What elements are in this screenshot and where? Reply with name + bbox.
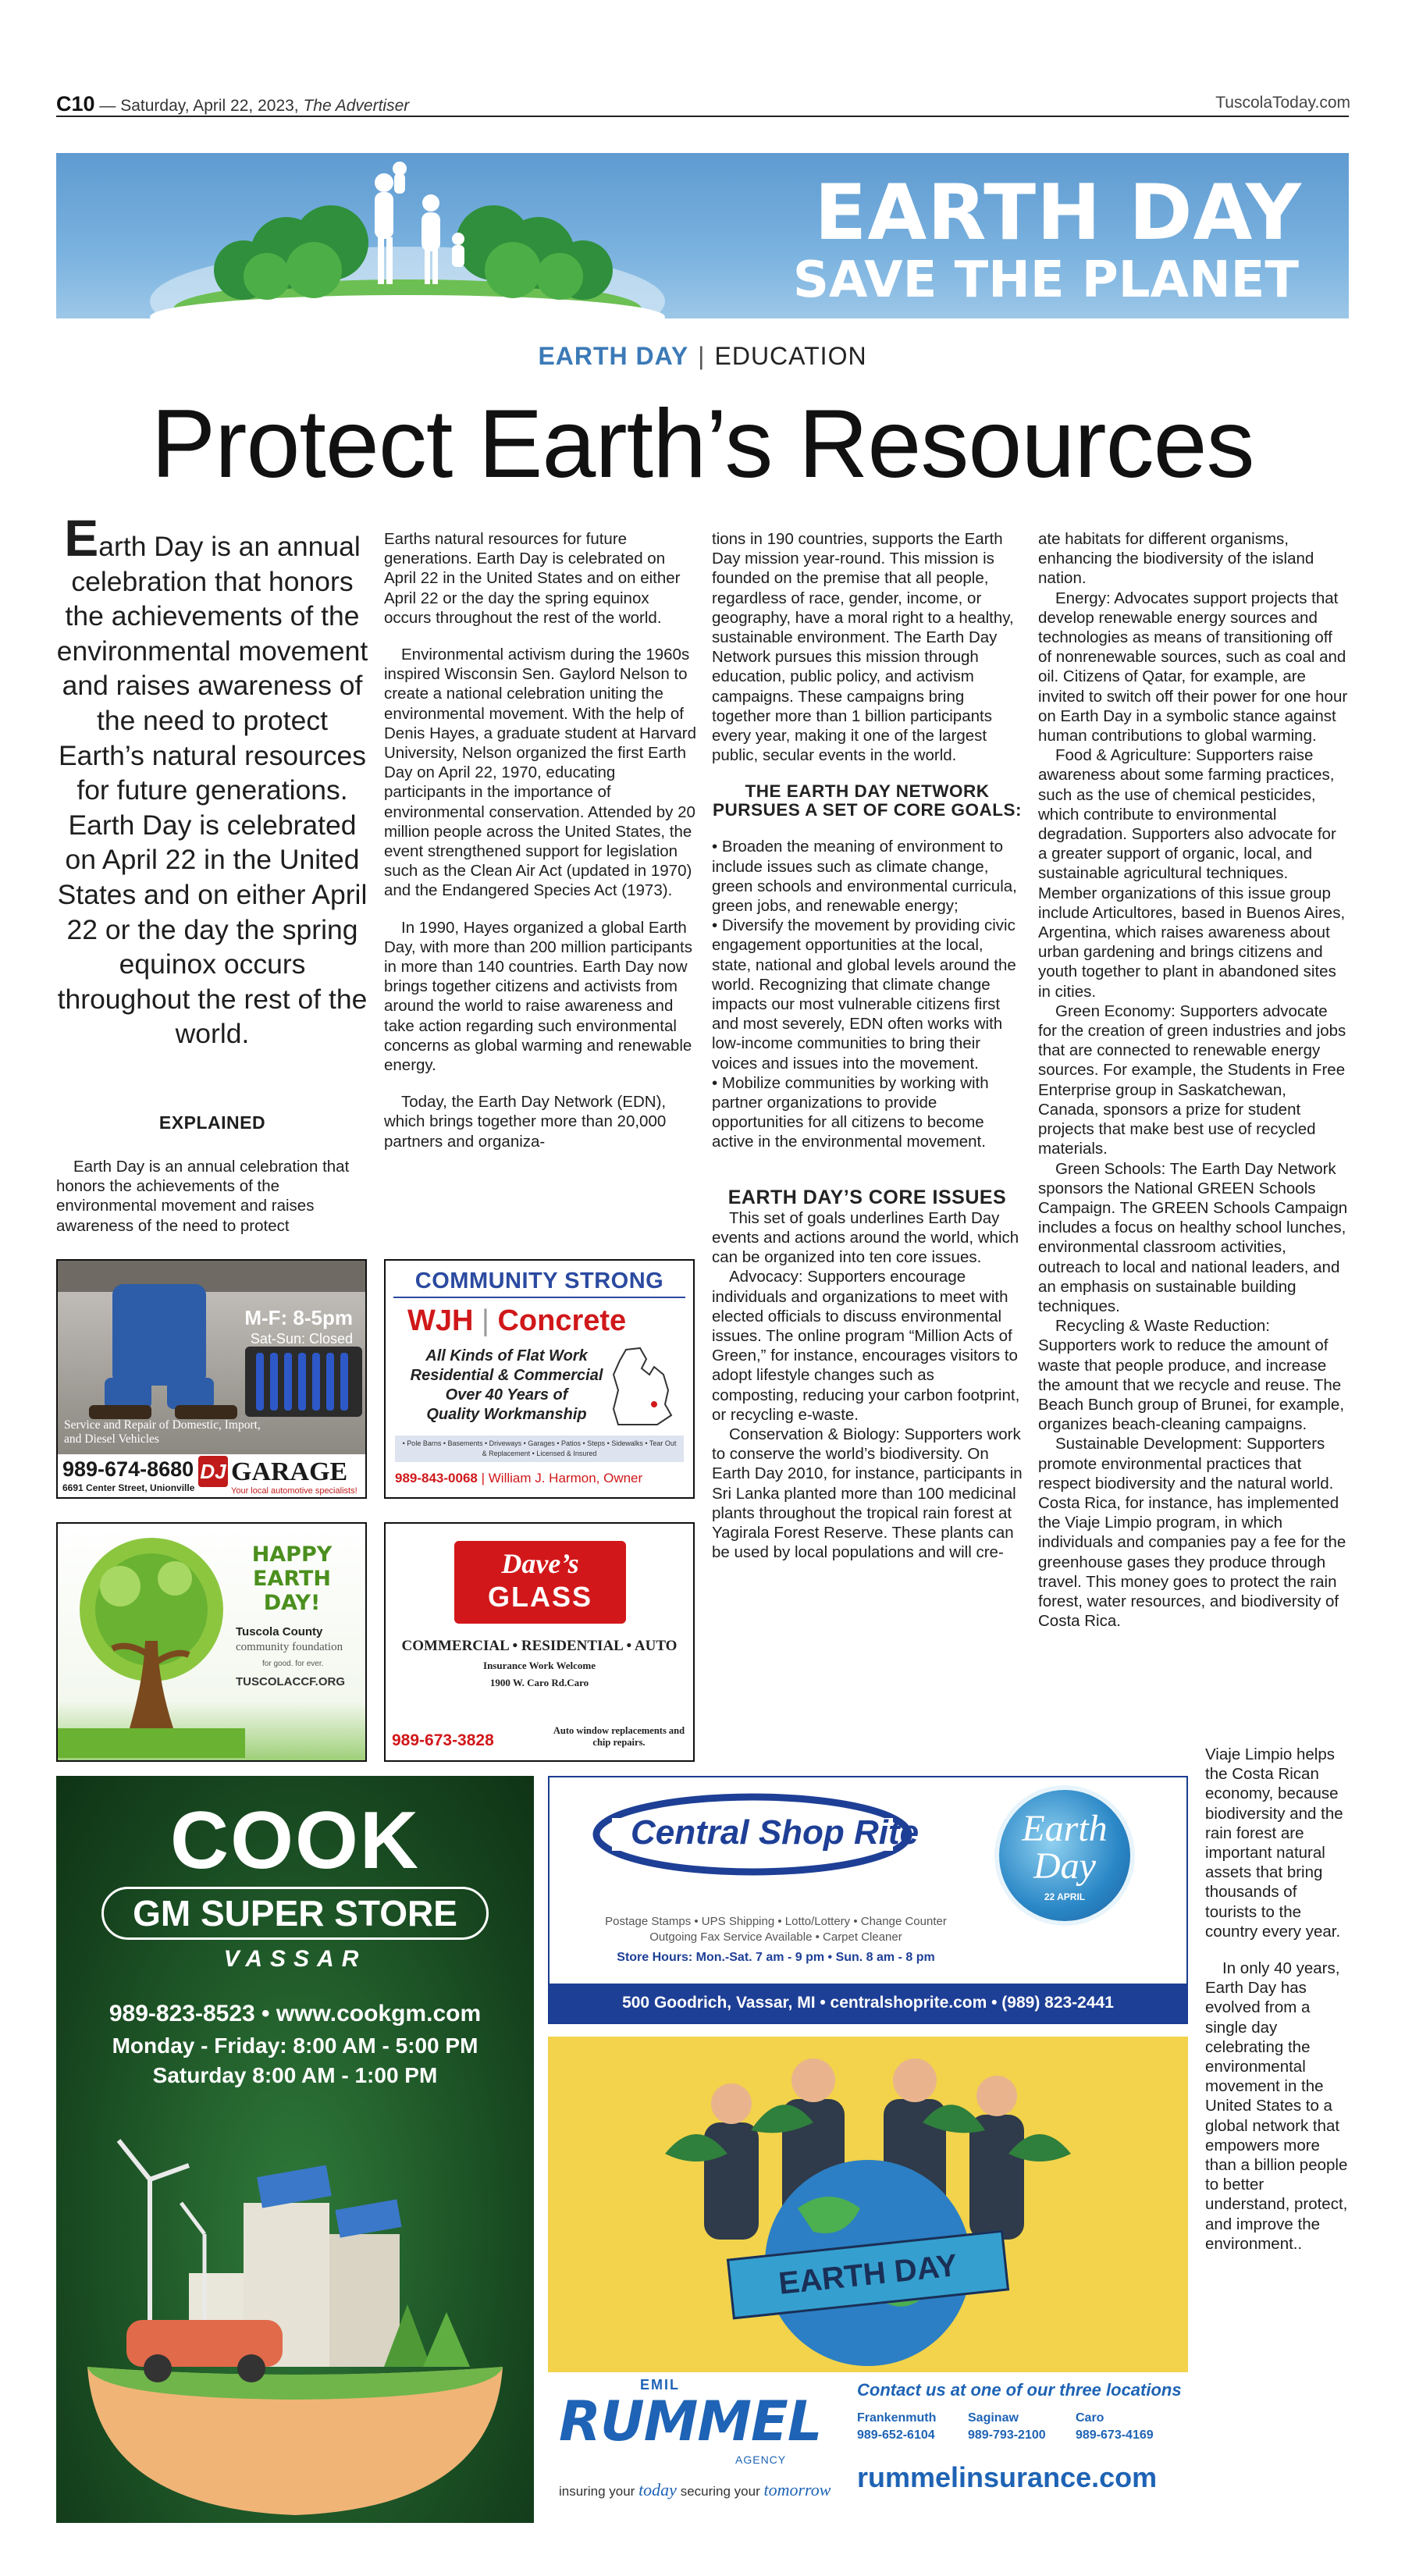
wjh-brand-initials: WJH (407, 1304, 474, 1337)
wjh-brand: WJH | Concrete (407, 1304, 627, 1337)
community-strong-heading: COMMUNITY STRONG (414, 1268, 664, 1293)
garage-tagline: Your local automotive specialists! (231, 1486, 357, 1496)
wjh-line-2: Residential & Commercial (410, 1367, 603, 1384)
tuscola-org-2: community foundation (236, 1641, 343, 1653)
drop-cap: E (64, 509, 99, 567)
rummel-location-1: Frankenmuth (857, 2411, 937, 2425)
explained-heading: EXPLAINED (158, 1112, 266, 1133)
rummel-emil: EMIL (640, 2377, 680, 2393)
daves-note: Auto window replacements and chip repairs. (553, 1725, 685, 1748)
column-2 (384, 529, 696, 1151)
site-url[interactable]: TuscolaToday.com (1215, 94, 1350, 112)
col4-paragraph-5: Green Schools: The Earth Day Network sponsors the National GREEN Schools Campaign. The GREEN Schools Campaign includes a focus on healthy school lunches, environmental classroom activities, outreach to local and national leaders, and an emphasis on sustainable building techniques. (1038, 1159, 1348, 1315)
banner-title: EARTH DAY (814, 169, 1302, 258)
kicker-section: EARTH DAY (538, 342, 689, 370)
wjh-phone: 989-843-0068 (395, 1471, 478, 1485)
green-city-illustration (56, 2117, 534, 2523)
garage-logo-text: GARAGE (231, 1457, 348, 1486)
kicker-topic: EDUCATION (714, 342, 867, 370)
col3-paragraph-1: tions in 190 countries, supports the Earth Day mission year-round. This mission is founded on the premise that all people, regardless of race, gender, income, or geography, have a moral right to a healthy, sustainable environment. The Earth Day Network pursues this mission through education, public policy, and activism campaigns. These campaigns bring together more than 1 billion participants every year, making it one of the largest public, secular events in the world. (712, 530, 1014, 765)
csr-badge-earth: Earth (1022, 1808, 1108, 1849)
garage-service-text: Service and Repair of Domestic, Import, and Diesel Vehicles (64, 1418, 261, 1446)
tuscola-org-1: Tuscola County (236, 1625, 323, 1638)
col4-paragraph-8: Viaje Limpio helps the Costa Rican economy, because biodiversity and the rain forest are important natural assets that bring thousands of tourists to the country every year. (1205, 1745, 1343, 1941)
daves-phone: 989-673-3828 (392, 1731, 494, 1749)
col2-paragraph-2: Environmental activism during the 1960s inspired Wisconsin Sen. Gaylord Nelson to create a national celebration uniting the environmental movement. With the help of Denis Hayes, a graduate student at Harvard University, Nelson organized the first Earth Day on April 22, 1970, educating participants in the importance of environmental conservation. Attended by 20 million people across the United States, the event strengthened support for legislation such as the Clean Air Act (updated in 1970) and the Endangered Species Act (1973). (384, 646, 696, 900)
article-lede (56, 509, 368, 1051)
dateline: — Saturday, April 22, 2023, (99, 97, 299, 115)
wjh-owner: | William J. Harmon, Owner (481, 1471, 643, 1485)
earth-tree-illustration (58, 1524, 245, 1758)
daves-address: 1900 W. Caro Rd.Caro (489, 1677, 589, 1688)
rummel-phone-1: 989-652-6104 (857, 2428, 935, 2442)
earth-day-badge (994, 1785, 1135, 1926)
col2-paragraph-4: Today, the Earth Day Network (EDN), which brings together more than 20,000 partners and organiza- (384, 1093, 667, 1151)
family-tree-illustration (126, 153, 688, 318)
section-kicker (0, 342, 1405, 371)
column-4 (1038, 529, 1349, 1631)
lede-text: arth Day is an annual celebration that honors the achievements of the environmental movement and raises awareness of the need to protect Earth’s natural resources for future generations. Earth Day is celebrated on April 22 in the United States and on either April 22 or the day the spring equinox occurs throughout the rest of the world. (56, 531, 368, 1050)
col4-paragraph-9: In only 40 years, Earth Day has evolved from a single day celebrating the environmental movement in the United States to a global network that empowers more than a billion people to better understand, protect, and improve the environment.. (1205, 1959, 1348, 2253)
cook-hours-weekday: Monday - Friday: 8:00 AM - 5:00 PM (112, 2033, 478, 2058)
rummel-illustration-banner: EARTH DAY (727, 2230, 1009, 2320)
cook-hours-saturday: Saturday 8:00 AM - 1:00 PM (152, 2063, 438, 2087)
page-number: C10 (56, 92, 95, 116)
col4-paragraph-1: ate habitats for different organisms, enhancing the biodiversity of the island nation. (1038, 530, 1314, 588)
garage-hours-weekend: Sat-Sun: Closed (250, 1331, 353, 1347)
csr-badge-date: 22 APRIL (1044, 1891, 1086, 1902)
csr-footer: 500 Goodrich, Vassar, MI • centralshoprite.com • (989) 823-2441 (550, 1984, 1186, 2023)
col4-paragraph-4: Green Economy: Supporters advocate for the creation of green industries and jobs that are connected to renewable energy sources. For example, the Students in Free Enterprise group in Saskatchewan, Canada, sponsors a prize for student projects that make best use of recycled materials. (1038, 1002, 1346, 1158)
goal-bullet-3: • Mobilize communities by working with partner organizations to provide opportunities for all citizens to become active in the environmental movement. (712, 1073, 989, 1151)
cook-store: GM SUPER STORE (101, 1887, 489, 1940)
col4-paragraph-2: Energy: Advocates support projects that develop renewable energy sources and technologies as means of transitioning off of nonrenewable sources, such as coal and oil. Citizens of Qatar, for example, are invited to switch off their power for one hour on Earth Day in a symbolic stance against human contributions to global warming. (1038, 589, 1348, 745)
tuscola-org-3: for good. for ever. (262, 1660, 324, 1668)
rummel-location-2: Saginaw (968, 2411, 1019, 2425)
col3-paragraph-2: This set of goals underlines Earth Day events and actions around the world, which can be organized into ten core issues. (712, 1208, 1019, 1267)
col4-paragraph-6: Recycling & Waste Reduction: Supporters work to reduce the amount of waste that people produce, and increase the amount that we recycle and reuse. The Beach Bunch group of Brunei, for example, organizes beach-cleaning campaigns. (1038, 1317, 1345, 1434)
earth-day-banner (56, 153, 1349, 318)
wjh-brand-word: Concrete (497, 1304, 627, 1337)
central-shop-rite-ad[interactable] (548, 1776, 1188, 2024)
rummel-tagline-d: tomorrow (763, 2480, 831, 2500)
rummel-tagline (559, 2480, 831, 2500)
rummel-phone-3: 989-673-4169 (1076, 2428, 1154, 2442)
wjh-line-3: Over 40 Years of (445, 1386, 568, 1404)
col4-paragraph-7: Sustainable Development: Supporters promote environmental practices that respect biodiversity and the natural world. Costa Rica, for instance, has implemented the Viaje Limpio program, in which individuals and companies pay a fee for the greenhouse gases they produce through travel. This money goes to protect the rain forest, water resources, and biodiversity of Costa Rica. (1038, 1435, 1346, 1631)
col3-paragraph-3: Advocacy: Supporters encourage individuals and organizations to meet with elected officials to discuss environmental issues. The online program “Million Acts of Green,” for instance, encourages visitors to adopt lifestyle changes such as composting, reducing your carbon footprint, or recycling e-waste. (712, 1268, 1020, 1424)
daves-glass-ad[interactable] (384, 1522, 695, 1762)
csr-badge-day: Day (1033, 1845, 1096, 1887)
rummel-location-3: Caro (1076, 2411, 1104, 2425)
tuscola-foundation-ad[interactable] (56, 1522, 367, 1762)
page-folio (56, 92, 409, 116)
rummel-url[interactable]: rummelinsurance.com (857, 2461, 1158, 2493)
rummel-agency-ad[interactable] (548, 2037, 1188, 2523)
rummel-tagline-c: securing your (680, 2484, 760, 2499)
wjh-line-1: All Kinds of Flat Work (425, 1347, 588, 1364)
article-headline: Protect Earth’s Resources (151, 390, 1254, 498)
tuscola-url[interactable]: TUSCOLACCF.ORG (236, 1675, 345, 1688)
core-issues-subhead: EARTH DAY’S CORE ISSUES (727, 1186, 1007, 1208)
rummel-name: RUMMEL (559, 2389, 822, 2453)
banner-subtitle: SAVE THE PLANET (792, 251, 1299, 309)
csr-hours: Store Hours: Mon.-Sat. 7 am - 9 pm • Sun. 8 am - 8 pm (617, 1951, 935, 1964)
col2-paragraph-3: In 1990, Hayes organized a global Earth Day, with more than 200 million participants in more than 140 countries. Earth Day now brings together citizens and activists from around the world to raise awareness and take action regarding such environmental concerns as global warming and renewable energy. (384, 918, 692, 1075)
garage-logo-mark: DJ (198, 1456, 228, 1487)
daves-logo-glass: GLASS (487, 1581, 592, 1613)
wjh-services: • Pole Barns • Basements • Driveways • Garages • Patios • Steps • Sidewalks • Tear Out & Replacement • Licensed & Insured (395, 1436, 684, 1462)
csr-services-1: Postage Stamps • UPS Shipping • Lotto/Lottery • Change Counter (605, 1915, 947, 1928)
people-holding-earth-illustration (548, 2037, 1188, 2372)
paper-name: The Advertiser (303, 97, 410, 115)
wjh-concrete-ad[interactable] (384, 1259, 695, 1499)
rummel-contact: Contact us at one of our three locations (857, 2380, 1182, 2400)
col2-paragraph-1: Earths natural resources for future generations. Earth Day is celebrated on April 22 in the United States and on either April 22 or the day the spring equinox occurs throughout the rest of the world. (384, 530, 681, 627)
wjh-line-4: Quality Workmanship (426, 1406, 587, 1423)
kicker-separator: | (698, 342, 706, 370)
cook-contact: 989-823-8523 • www.cookgm.com (108, 2001, 482, 2026)
explained-body (56, 1157, 368, 1236)
csr-name: Central Shop Rite (631, 1813, 919, 1852)
rummel-phone-2: 989-793-2100 (968, 2428, 1046, 2442)
rummel-tagline-b: today (638, 2480, 677, 2500)
cook-gm-ad[interactable] (56, 1776, 534, 2523)
daves-logo-name: Dave’s (501, 1548, 579, 1579)
column-3 (712, 529, 1023, 1562)
garage-address: 6691 Center Street, Unionville (62, 1482, 195, 1493)
tuscola-day: DAY! (263, 1591, 321, 1615)
core-goals-subhead: THE EARTH DAY NETWORK PURSUES A SET OF CORE GOALS: (712, 781, 1023, 820)
goal-bullet-2: • Diversify the movement by providing civic engagement opportunities at the local, state, national and global levels around the world. Recognizing that climate change impacts our most vulnerable citizens first and most severely, EDN often works with low-income communities to bring their voices and issues into the movement. (712, 916, 1016, 1073)
column-4-continued (1205, 1745, 1349, 2254)
garage-phone: 989-674-8680 (62, 1457, 194, 1481)
tuscola-earth: EARTH (253, 1567, 331, 1591)
dj-garage-ad[interactable] (56, 1259, 367, 1499)
col4-paragraph-3: Food & Agriculture: Supporters raise awareness about some farming practices, such as the use of chemical pesticides, which contribute to environmental degradation. Supporters also advocate for a greater support of organic, local, and sustainable agricultural techniques. Member organizations of this issue group include Articultores, based in Buenos Aires, Argentina, which raises awareness about urban gardening and brings citizens and youth together to plant in abandoned sites in cities. (1038, 746, 1346, 1001)
goal-bullet-1: • Broaden the meaning of environment to include issues such as climate change, green schools and environmental curricula, green jobs, and renewable energy; (712, 838, 1017, 916)
daves-insurance: Insurance Work Welcome (483, 1660, 596, 1671)
csr-services-2: Outgoing Fax Service Available • Carpet Cleaner (649, 1930, 902, 1944)
cook-name: COOK (170, 1795, 420, 1886)
rummel-agency-label: AGENCY (735, 2453, 787, 2466)
tuscola-happy: HAPPY (251, 1542, 333, 1567)
daves-types: COMMERCIAL • RESIDENTIAL • AUTO (401, 1638, 678, 1654)
rummel-tagline-a: insuring your (559, 2484, 635, 2499)
cook-town: VASSAR (223, 1946, 367, 1972)
garage-hours-weekday: M-F: 8-5pm (244, 1306, 353, 1329)
header-rule (56, 116, 1349, 117)
col3-paragraph-4: Conservation & Biology: Supporters work to conserve the world’s biodiversity. On Earth Day 2010, for instance, participants in Sri Lanka planted more than 100 medicinal plants throughout the tropical rain forest at Yagirala Forest Reserve. These plants can be used by local populations and will cre- (712, 1425, 1023, 1562)
explained-paragraph: Earth Day is an annual celebration that honors the achievements of the environmental movement and raises awareness of the need to protect (56, 1158, 350, 1235)
